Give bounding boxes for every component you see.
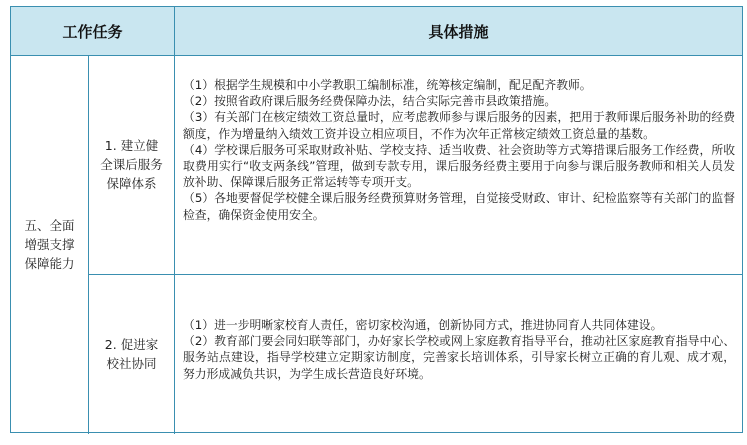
subtask-2-line1: 2. 促进家 [104, 337, 159, 352]
subtask-1-line3: 保障体系 [106, 176, 157, 191]
measure-1-2: （2）按照省政府课后服务经费保障办法，结合实际完善市县政策措施。 [183, 94, 557, 109]
divider-row [88, 274, 742, 275]
section-label-line3: 保障能力 [24, 255, 75, 271]
measure-1-3: （3）有关部门在核定绩效工资总量时，应考虑教师参与课后服务的因素，把用于教师课后服务补助的经费额度，作为增量纳入绩效工资并设立相应项目，不作为次年正常核定绩效工资总量的基数。 [183, 110, 735, 141]
measure-2-1: （1）进一步明晰家校育人责任，密切家校沟通，创新协同方式，推进协同育人共同体建设。 [183, 318, 663, 332]
header-work-task: 工作任务 [62, 22, 123, 41]
measure-1-1: （1）根据学生规模和中小学教职工编制标准，统筹核定编制，配足配齐教师。 [183, 78, 592, 92]
subtask-1 [89, 55, 174, 274]
section-label-line1: 五、全面 [24, 217, 75, 233]
section-label [11, 55, 88, 433]
divider-header [174, 7, 175, 434]
measure-1-4: （4）学校课后服务可采取财政补贴、学校支持、适当收费、社会资助等方式筹措课后服务工作经费，所收取费用实行“收支两条线”管理，做到专款专用，课后服务经费主要用于向参与课后服务教师和相关人员发放补助、保障课后服务正常运转等专项开支。 [183, 142, 735, 190]
table-header [11, 7, 742, 56]
measure-1-5: （5）各地要督促学校健全课后服务经费预算财务管理，自觉接受财政、审计、纪检监察等有关部门的监督检查，确保资金使用安全。 [183, 191, 735, 222]
subtask-1-line1: 1. 建立健 [104, 138, 159, 153]
measures-2 [183, 317, 735, 382]
header-specific-measures: 具体措施 [428, 22, 489, 41]
subtask-1-line2: 全课后服务 [100, 157, 163, 172]
measures-1 [183, 77, 735, 223]
measures-table [10, 6, 743, 433]
subtask-2-line2: 校社协同 [106, 356, 157, 371]
subtask-2 [89, 275, 174, 433]
section-label-line2: 增强支撑 [24, 236, 75, 252]
measure-2-2: （2）教育部门要会同妇联等部门，办好家长学校或网上家庭教育指导平台，推动社区家庭教育指导中心、服务站点建设，指导学校建立定期家访制度，完善家长培训体系，引导家长树立正确的育儿观、成才观，努力形成减负共识，为学生成长营造良好环境。 [183, 334, 735, 381]
